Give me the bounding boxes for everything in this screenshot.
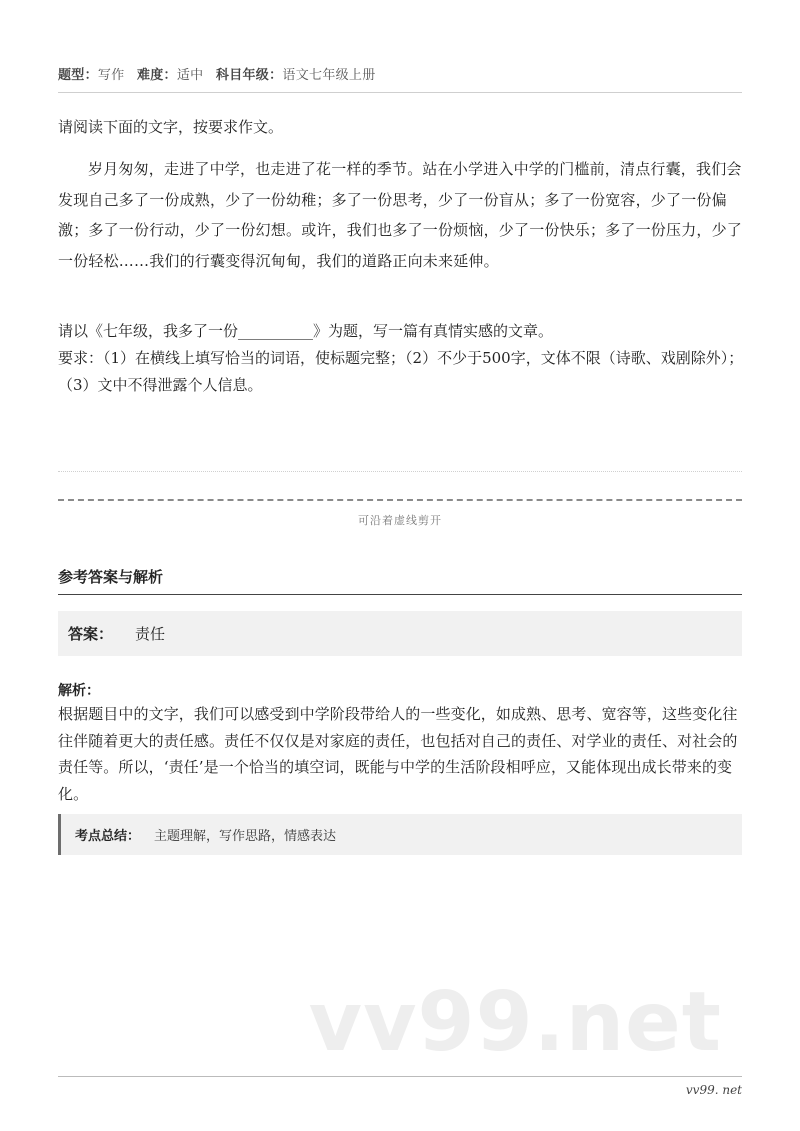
type-value: 写作 bbox=[97, 68, 125, 83]
key-points-value: 主题理解，写作思路，情感表达 bbox=[154, 829, 337, 844]
question-paragraph: 岁月匆匆，走进了中学，也走进了花一样的季节。站在小学进入中学的门槛前，清点行囊，我们会发现自己多了一份成熟，少了一份幼稚；多了一份思考，少了一份盲从；多了一份宽容，少了一份偏激；多了一份行动，少了一份幻想。或许，我们也多了一份烦恼，少了一份快乐；多了一份压力，少了一份轻松……我们的行囊变得沉甸甸，我们的道路正向未来延伸。 bbox=[58, 160, 743, 270]
subject-label: 科目年级： bbox=[215, 68, 283, 83]
subject-value: 语文七年级上册 bbox=[282, 68, 376, 83]
cut-line bbox=[58, 499, 742, 501]
answer-label: 答案： bbox=[68, 625, 114, 643]
section-divider bbox=[58, 594, 742, 595]
question-meta bbox=[58, 64, 384, 83]
answer-section-title: 参考答案与解析 bbox=[58, 568, 164, 586]
footer-site: vv99. net bbox=[685, 1083, 742, 1097]
difficulty-value: 适中 bbox=[176, 68, 204, 83]
difficulty-label: 难度： bbox=[136, 68, 177, 83]
watermark: vv99.net bbox=[308, 975, 722, 1070]
question-prompt: 请以《七年级，我多了一份__________》为题，写一篇有真情实感的文章。 bbox=[58, 322, 554, 340]
analysis-text: 根据题目中的文字，我们可以感受到中学阶段带给人的一些变化，如成熟、思考、宽容等，这些变化往往伴随着更大的责任感。责任不仅仅是对家庭的责任，也包括对自己的责任、对学业的责任、对社会的责任等。所以，‘责任’是一个恰当的填空词，既能与中学的生活阶段相呼应，又能体现出成长带来的变化。 bbox=[58, 705, 738, 803]
header-divider bbox=[58, 92, 742, 93]
analysis-label: 解析： bbox=[58, 683, 100, 699]
answer-value: 责任 bbox=[135, 625, 166, 643]
key-points-box bbox=[58, 814, 742, 855]
type-label: 题型： bbox=[58, 68, 98, 83]
answer-box bbox=[58, 611, 742, 656]
footer-divider bbox=[58, 1076, 742, 1077]
question-requirements bbox=[58, 318, 746, 399]
cut-hint: 可沿着虚线剪开 bbox=[358, 514, 442, 527]
key-points-label: 考点总结： bbox=[75, 829, 141, 844]
answer-area-divider bbox=[58, 471, 742, 472]
question-intro: 请阅读下面的文字，按要求作文。 bbox=[58, 118, 284, 136]
requirements-text: 要求：（1）在横线上填写恰当的词语，使标题完整；（2）不少于500字，文体不限（诗歌、戏剧除外）；（3）文中不得泄露个人信息。 bbox=[58, 349, 744, 394]
